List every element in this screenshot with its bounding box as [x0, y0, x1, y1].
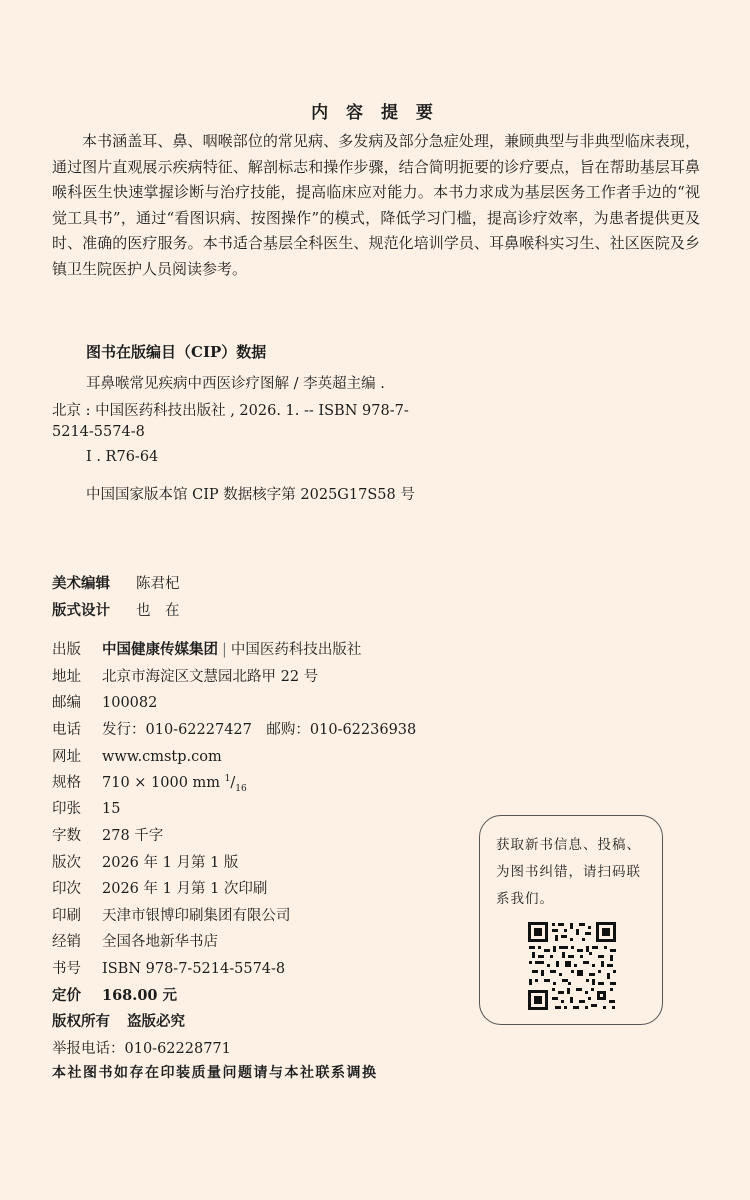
- pub-label: 印次: [52, 881, 81, 897]
- pub-value: 2026 年 1 月第 1 次印刷: [102, 881, 268, 897]
- price-value: 168.00 元: [102, 987, 178, 1004]
- cip-line-isbn: 5214-5574-8: [52, 424, 145, 440]
- credit-value: 也 在: [136, 603, 180, 619]
- pub-label: 规格: [52, 775, 81, 791]
- rights-label: 版权所有: [52, 1013, 110, 1030]
- pub-row-printing: [52, 877, 267, 898]
- pub-label: 电话: [52, 722, 81, 738]
- publisher-separator: |: [222, 642, 227, 658]
- format-fraction-numerator: 1: [224, 774, 231, 785]
- pub-value: 全国各地新华书店: [102, 934, 218, 950]
- publisher-name: 中国医药科技出版社: [230, 642, 362, 658]
- pub-row-format: 规格 710 × 1000 mm $^1/_{16}$: [52, 771, 247, 794]
- pub-value: 15: [102, 801, 121, 817]
- summary-title: 内 容 提 要: [311, 103, 439, 123]
- pub-label: 出版: [52, 642, 81, 658]
- pub-label: 定价: [52, 987, 81, 1004]
- pub-row-rights: [52, 1010, 185, 1031]
- pub-value: 发行：010-62227427 邮购：010-62236938: [102, 722, 417, 738]
- credit-label: 美术编辑: [52, 575, 110, 592]
- qr-panel: [479, 815, 663, 1025]
- pub-label: 印刷: [52, 908, 81, 924]
- pub-row-publisher: [52, 638, 361, 659]
- pub-row-postcode: [52, 691, 157, 712]
- credit-value: 陈君杞: [136, 576, 180, 592]
- publisher-group: 中国健康传媒集团: [102, 641, 218, 658]
- pub-row-report-phone: 举报电话：010-62228771: [52, 1041, 231, 1057]
- cip-line-record-number: 中国国家版本馆 CIP 数据核字第 2025G17S58 号: [86, 487, 415, 503]
- pub-value: 100082: [102, 695, 158, 711]
- pub-row-phone: [52, 718, 416, 739]
- cip-heading: 图书在版编目（CIP）数据: [86, 343, 267, 361]
- pub-value: 710 × 1000 mm: [102, 775, 221, 791]
- credit-art-editor: [52, 572, 180, 593]
- pub-row-website: [52, 745, 222, 766]
- pub-label: 网址: [52, 749, 81, 765]
- pub-value: 2026 年 1 月第 1 版: [102, 855, 239, 871]
- pub-row-printer: [52, 904, 291, 925]
- pub-row-words: [52, 824, 163, 845]
- pub-value: www.cmstp.com: [102, 749, 222, 765]
- footer-note: 本社图书如存在印装质量问题请与本社联系调换: [52, 1065, 378, 1081]
- pub-label: 印张: [52, 801, 81, 817]
- summary-text: 本书涵盖耳、鼻、咽喉部位的常见病、多发病及部分急症处理，兼顾典型与非典型临床表现，通过图片直观展示疾病特征、解剖标志和操作步骤，结合简明扼要的诊疗要点，旨在帮助基层耳鼻喉科医生快速掌握诊断与治疗技能，提高临床应对能力。本书力求成为基层医务工作者手边的“视觉工具书”，通过“看图识病、按图操作”的模式，降低学习门槛，提高诊疗效率，为患者提供更及时、准确的医疗服务。本书适合基层全科医生、规范化培训学员、耳鼻喉科实习生、社区医院及乡镇卫生院医护人员阅读参考。: [52, 132, 700, 278]
- pub-value: 天津市银博印刷集团有限公司: [102, 908, 291, 924]
- qr-panel-text: 获取新书信息、投稿、为图书纠错，请扫码联系我们。: [496, 837, 641, 907]
- credit-layout-design: [52, 599, 180, 620]
- pub-value: 北京市海淀区文慧园北路甲 22 号: [102, 669, 319, 685]
- pub-label: 字数: [52, 828, 81, 844]
- pub-row-isbn: [52, 957, 285, 978]
- pub-label: 经销: [52, 934, 81, 950]
- pub-label: 地址: [52, 669, 81, 685]
- format-fraction-denominator: 16: [235, 783, 247, 794]
- qr-code-image[interactable]: [527, 921, 617, 1011]
- cip-line-title: 耳鼻喉常见疾病中西医诊疗图解 / 李英超主编 .: [86, 376, 385, 392]
- pub-row-price: [52, 984, 177, 1005]
- cip-line-publisher: 北京 : 中国医药科技出版社 , 2026. 1. -- ISBN 978-7-: [52, 403, 409, 419]
- credit-label: 版式设计: [52, 602, 110, 619]
- pub-label: 邮编: [52, 695, 81, 711]
- pub-row-sheets: [52, 797, 120, 818]
- pub-label: 版次: [52, 855, 81, 871]
- cip-line-classification: Ⅰ . R76-64: [86, 449, 159, 465]
- pub-row-address: [52, 665, 318, 686]
- rights-value: 盗版必究: [127, 1013, 185, 1030]
- pub-label: 书号: [52, 961, 81, 977]
- pub-value: 278 千字: [102, 828, 164, 844]
- pub-row-edition: [52, 851, 238, 872]
- pub-value: ISBN 978-7-5214-5574-8: [102, 961, 286, 977]
- pub-row-distributor: [52, 930, 218, 951]
